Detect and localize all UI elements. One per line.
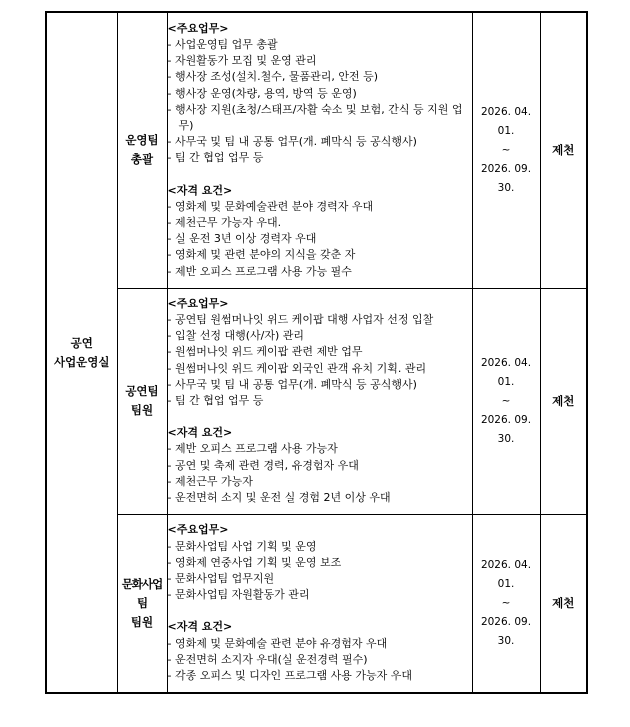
list-item: - 영화제 연중사업 기획 및 운영 보조 [167, 555, 342, 569]
list-item: - 공연팀 원썸머나잇 위드 케이팝 대행 사업자 선정 입찰 [167, 312, 434, 326]
list-item: - 영화제 및 문화예술 관련 분야 유경험자 우대 [167, 636, 388, 650]
table-row [46, 12, 587, 288]
team-cell [117, 288, 167, 514]
period-end: 2026. 09. 30. [480, 615, 532, 647]
list-item: - 제천근무 가능자 [167, 474, 253, 488]
period-cell [472, 12, 540, 288]
team-role: 팀원 [130, 403, 154, 417]
table-row [46, 288, 587, 514]
department-line: 사업운영실 [53, 354, 110, 369]
team-name: 운영팀 [125, 133, 159, 148]
period-start: 2026. 04. 01. [480, 105, 532, 137]
period-end: 2026. 09. 30. [480, 162, 532, 194]
duties-heading: <주요업무> [167, 523, 229, 537]
period-cell [472, 514, 540, 693]
list-item: - 문화사업팀 업무지원 [167, 571, 275, 585]
table-row [46, 514, 587, 693]
list-item: - 제천근무 가능자 우대. [167, 215, 282, 229]
location-cell: 제천 [540, 288, 587, 514]
list-item: - 입찰 선정 대행(사/자) 관리 [167, 329, 305, 343]
qualifications-list [168, 636, 472, 685]
period-start: 2026. 04. 01. [480, 356, 532, 388]
team-name: 공연팀 [125, 384, 159, 398]
list-item: - 사무국 및 팀 내 공통 업무(개. 폐막식 등 공식행사) [167, 377, 417, 391]
period-cell [472, 288, 540, 514]
duties-list [168, 312, 472, 409]
list-item: - 문화사업팀 사업 기획 및 운영 [167, 539, 317, 553]
qualifications-heading: <자격 요건> [167, 426, 233, 440]
duties-heading: <주요업무> [167, 21, 229, 35]
list-item: - 자원활동가 모집 및 운영 관리 [167, 54, 317, 68]
department-line: 공연 [70, 335, 93, 350]
list-item: - 운전면허 소지자 우대(실 운전경력 필수) [167, 652, 368, 666]
period-separator: ~ [501, 143, 511, 156]
description-cell [167, 288, 472, 514]
location-cell: 제천 [540, 514, 587, 693]
list-item: - 팀 간 협업 업무 등 [167, 394, 264, 407]
period-start: 2026. 04. 01. [480, 558, 532, 590]
period-end: 2026. 09. 30. [480, 413, 532, 445]
list-item: - 영화제 및 관련 분야의 지식을 갖춘 자 [167, 248, 356, 262]
duties-list [168, 539, 472, 604]
list-item: - 행사장 조성(설치.철수, 물품관리, 안전 등) [167, 70, 379, 84]
qualifications-heading: <자격 요건> [167, 183, 233, 197]
list-item: - 사무국 및 팀 내 공통 업무(개. 폐막식 등 공식행사) [167, 135, 417, 149]
list-item: - 팀 간 협업 업무 등 [167, 151, 264, 165]
list-item: - 각종 오피스 및 디자인 프로그램 사용 가능자 우대 [167, 668, 412, 682]
list-item: - 문화사업팀 자원활동가 관리 [167, 588, 310, 602]
team-cell [117, 514, 167, 693]
list-item: - 원썸머나잇 위드 케이팝 관련 제반 업무 [167, 345, 363, 359]
list-item: - 제반 오피스 프로그램 사용 가능 필수 [167, 264, 352, 278]
list-item: - 영화제 및 문화예술관련 분야 경력자 우대 [167, 199, 374, 213]
list-item: - 행사장 운영(차량, 용역, 방역 등 운영) [167, 86, 357, 100]
qualifications-heading: <자격 요건> [167, 620, 233, 634]
team-cell [117, 12, 167, 288]
team-role: 총괄 [130, 152, 154, 167]
list-item: - 제반 오피스 프로그램 사용 가능자 [167, 442, 338, 456]
location-cell: 제천 [540, 12, 587, 288]
team-name: 문화사업팀 [121, 576, 163, 610]
department-cell [46, 12, 117, 693]
description-cell [167, 514, 472, 693]
list-item: - 실 운전 3년 이상 경력자 우대 [167, 232, 317, 246]
period-separator: ~ [501, 596, 511, 609]
list-item: - 원썸머나잇 위드 케이팝 외국인 관객 유치 기획. 관리 [167, 361, 427, 375]
list-item: - 사업운영팀 업무 총괄 [167, 37, 278, 51]
list-item: - 행사장 지원(초청/스태프/자활 숙소 및 보험, 간식 등 지원 업무) [167, 102, 463, 132]
duties-heading: <주요업무> [167, 296, 229, 310]
list-item: - 운전면허 소지 및 운전 실 경험 2년 이상 우대 [167, 491, 391, 505]
description-cell [167, 12, 472, 288]
qualifications-list [168, 199, 472, 280]
qualifications-list [168, 441, 472, 506]
job-posting-table [45, 11, 588, 694]
period-separator: ~ [501, 394, 511, 407]
team-role: 팀원 [130, 614, 154, 629]
duties-list [168, 37, 472, 167]
list-item: - 공연 및 축제 관련 경력, 유경험자 우대 [167, 458, 359, 472]
